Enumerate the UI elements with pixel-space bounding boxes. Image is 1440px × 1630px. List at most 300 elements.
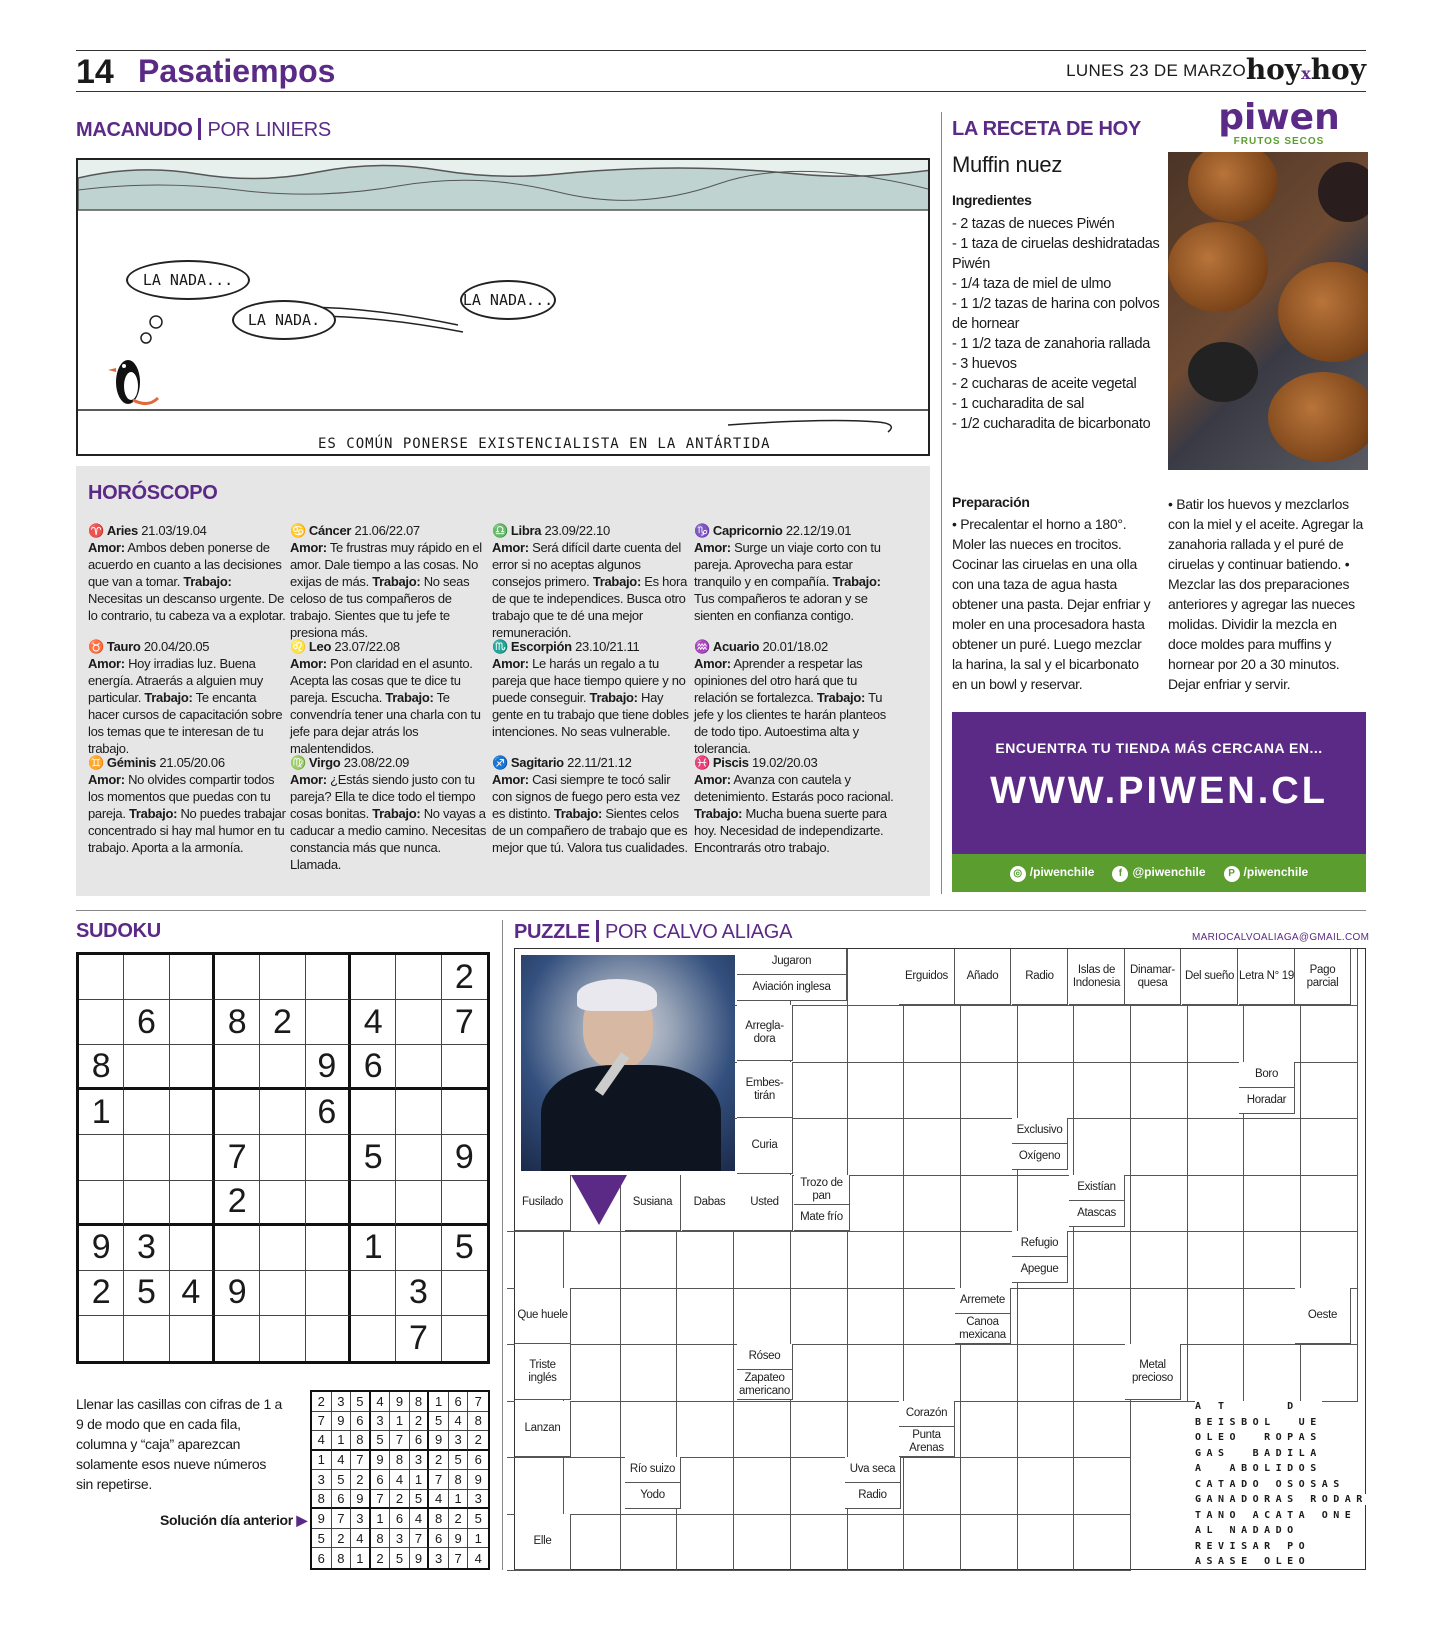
sudoku-cell[interactable] <box>215 955 260 1000</box>
crossword-cell[interactable] <box>904 1175 961 1232</box>
sudoku-cell[interactable]: 6 <box>351 1045 396 1090</box>
crossword-cell[interactable] <box>1187 1345 1244 1402</box>
sudoku-cell[interactable] <box>442 1316 487 1361</box>
clue-radio1: Radio <box>1012 949 1068 1005</box>
solution-cell: 7 <box>371 1490 391 1510</box>
zodiac-icon: ♎ <box>492 523 508 538</box>
sudoku-cell[interactable] <box>306 1135 351 1180</box>
section-title: Pasatiempos <box>138 53 336 89</box>
sudoku-cell[interactable] <box>79 1181 124 1226</box>
sudoku-cell[interactable] <box>124 1316 169 1361</box>
clue-uva: Uva seca <box>845 1457 901 1483</box>
sudoku-cell[interactable]: 8 <box>79 1045 124 1090</box>
sudoku-cell[interactable] <box>396 955 441 1000</box>
sign-dates: 22.11/21.12 <box>567 755 632 770</box>
solution-cell: 4 <box>371 1392 391 1412</box>
clue-exclusivo: Exclusivo <box>1012 1118 1068 1144</box>
clue-curia: Curia <box>737 1118 793 1174</box>
solution-cell: 7 <box>390 1431 410 1451</box>
solution-cell: 9 <box>429 1431 449 1451</box>
sudoku-cell[interactable] <box>124 1135 169 1180</box>
sudoku-cell[interactable]: 6 <box>124 1000 169 1045</box>
sudoku-cell[interactable] <box>396 1045 441 1090</box>
crossword-cell[interactable] <box>1131 1006 1188 1063</box>
sudoku-cell[interactable] <box>396 1181 441 1226</box>
sudoku-cell[interactable] <box>170 1181 215 1226</box>
solution-cell: 6 <box>351 1412 371 1432</box>
sudoku-cell[interactable] <box>170 1226 215 1271</box>
ad-tagline: ENCUENTRA TU TIENDA MÁS CERCANA EN... <box>995 740 1323 756</box>
crossword-cell[interactable] <box>1017 1345 1074 1402</box>
crossword-cell[interactable] <box>904 1345 961 1402</box>
horoscope-sign-cáncer: ♋ Cáncer 21.06/22.07 Amor: Te frustras muy rápido en el amor. Dale tiempo a las cosas. No exijas de más. Trabajo: No seas celoso de tus compañeros de trabajo. Sientes que tu jefe te presiona más. <box>290 523 482 640</box>
solution-cell: 3 <box>371 1412 391 1432</box>
sudoku-cell[interactable] <box>306 1316 351 1361</box>
sudoku-cell[interactable]: 7 <box>215 1135 260 1180</box>
crossword-cell[interactable] <box>904 1288 961 1345</box>
ad-social-bar <box>952 854 1366 892</box>
solution-cell: 7 <box>468 1392 488 1412</box>
sudoku-cell[interactable] <box>351 955 396 1000</box>
sudoku-cell[interactable]: 9 <box>442 1135 487 1180</box>
horoscope-sign-libra: ♎ Libra 23.09/22.10 Amor: Será difícil darte cuenta del error si no aceptas algunos consejos primero. Trabajo: Es hora de que te independices. Busca otro trabajo que te dé una mejor remuneración. <box>492 523 687 640</box>
crossword-cell[interactable] <box>1244 1119 1301 1176</box>
sign-name: Géminis <box>106 755 157 770</box>
crossword-cell[interactable] <box>1074 1514 1131 1571</box>
crossword-cell[interactable] <box>791 1514 848 1571</box>
solution-cell: 8 <box>449 1470 469 1490</box>
sudoku-cell[interactable]: 2 <box>442 955 487 1000</box>
crossword-cell[interactable] <box>961 1006 1018 1063</box>
ingredient-item: - 2 tazas de nueces Piwén <box>952 216 1115 232</box>
crossword-cell[interactable] <box>904 1232 961 1289</box>
sudoku-cell[interactable]: 5 <box>351 1135 396 1180</box>
sudoku-cell[interactable] <box>442 1181 487 1226</box>
crossword-cell[interactable] <box>1187 1119 1244 1176</box>
crossword-cell[interactable] <box>1301 1062 1358 1119</box>
crossword-cell[interactable] <box>1017 1006 1074 1063</box>
crossword-cell[interactable] <box>847 1514 904 1571</box>
crossword-cell[interactable] <box>791 1232 848 1289</box>
crossword-cell[interactable] <box>847 1401 904 1458</box>
crossword-cell[interactable] <box>1074 1288 1131 1345</box>
crossword-cell[interactable] <box>847 1288 904 1345</box>
clue-zapateo: Zapateo americano <box>737 1370 793 1400</box>
sudoku-cell[interactable] <box>170 1000 215 1045</box>
ingredient-item: - 1 1/2 tazas de harina con polvos de hornear <box>952 296 1160 332</box>
crossword-cell[interactable] <box>1017 1175 1074 1232</box>
facebook-icon: f <box>1112 866 1128 882</box>
sudoku-cell[interactable] <box>306 955 351 1000</box>
puzzle-solution-row: A T D <box>1195 1401 1322 1412</box>
sign-dates: 23.10/21.11 <box>575 639 640 654</box>
crossword-cell[interactable] <box>1244 1288 1301 1345</box>
clue-sueno: Del sueño <box>1182 949 1238 1005</box>
sign-dates: 23.09/22.10 <box>544 523 610 538</box>
crossword-cell[interactable] <box>904 1458 961 1515</box>
solution-cell: 1 <box>410 1470 430 1490</box>
crossword-cell[interactable] <box>961 1232 1018 1289</box>
sudoku-cell[interactable] <box>396 1226 441 1271</box>
crossword-cell[interactable] <box>1074 1119 1131 1176</box>
crossword-cell[interactable] <box>961 1345 1018 1402</box>
crossword-cell[interactable] <box>1131 1119 1188 1176</box>
preparation-text-2: • Batir los huevos y mezclarlos con la miel y el aceite. Agregar la zanahoria rallada y el puré de ciruelas y continuar batiendo. • Mezclar las dos preparaciones anteriores y agregar las nueces molidas. Dividir la mezcla en doce moldes para muffins y hornear por 20 a 30 minutos. Dejar enfriar y servir. <box>1168 496 1363 692</box>
sudoku-cell[interactable]: 1 <box>79 1090 124 1135</box>
sudoku-cell[interactable] <box>170 1090 215 1135</box>
sign-name: Cáncer <box>308 523 352 538</box>
solution-cell: 3 <box>410 1451 430 1471</box>
crossword-cell[interactable] <box>620 1345 677 1402</box>
sudoku-cell[interactable] <box>170 1045 215 1090</box>
zodiac-icon: ♑ <box>694 523 710 538</box>
sudoku-cell[interactable] <box>215 1316 260 1361</box>
crossword-cell[interactable] <box>904 1006 961 1063</box>
crossword-cell[interactable] <box>961 1458 1018 1515</box>
solution-cell: 4 <box>332 1451 352 1471</box>
crossword-cell[interactable] <box>1187 1232 1244 1289</box>
sudoku-cell[interactable] <box>260 1045 305 1090</box>
crossword-cell[interactable] <box>791 1345 848 1402</box>
ingredient-item: - 1/4 taza de miel de ulmo <box>952 276 1112 292</box>
clue-riosuizo: Río suizo <box>625 1457 681 1483</box>
crossword-cell[interactable] <box>847 949 904 1006</box>
solution-cell: 3 <box>390 1529 410 1549</box>
ingredient-item: - 3 huevos <box>952 356 1017 372</box>
puzzle-solution-row: GANADORAS RODAR <box>1195 1494 1368 1505</box>
sign-dates: 21.03/19.04 <box>141 523 207 538</box>
crossword-cell[interactable] <box>847 1232 904 1289</box>
sudoku-cell[interactable] <box>442 1271 487 1316</box>
horoscope-sign-tauro: ♉ Tauro 20.04/20.05 Amor: Hoy irradias luz. Buena energía. Atraerás a alguien muy particular. Trabajo: Te encanta hacer cursos de capacitación sobre los temas que te interesan de tu trabajo. <box>88 639 283 756</box>
clue-arregladora: Arregla-dora <box>737 1005 793 1061</box>
crossword-cell[interactable] <box>1131 1232 1188 1289</box>
sudoku-cell[interactable]: 2 <box>260 1000 305 1045</box>
sudoku-cell[interactable] <box>260 1135 305 1180</box>
sudoku-cell[interactable] <box>351 1090 396 1135</box>
crossword-cell[interactable] <box>961 1119 1018 1176</box>
horoscope-sign-leo: ♌ Leo 23.07/22.08 Amor: Pon claridad en el asunto. Acepta las cosas que te dice tu pareja. Escucha. Trabajo: Te convendría tener una charla con tu jefe para dejar atrás los malentendidos. <box>290 639 481 756</box>
sudoku-cell[interactable]: 9 <box>306 1045 351 1090</box>
crossword-cell[interactable] <box>847 1006 904 1063</box>
crossword-cell[interactable] <box>620 1232 677 1289</box>
sudoku-cell[interactable]: 5 <box>442 1226 487 1271</box>
sudoku-cell[interactable] <box>124 1181 169 1226</box>
solution-cell: 7 <box>312 1412 332 1432</box>
solution-cell: 1 <box>390 1412 410 1432</box>
instagram-icon: ◎ <box>1010 866 1026 882</box>
crossword-cell[interactable] <box>847 1119 904 1176</box>
sudoku-cell[interactable] <box>124 1090 169 1135</box>
crossword-cell[interactable] <box>620 1288 677 1345</box>
crossword-cell[interactable] <box>1187 1175 1244 1232</box>
sudoku-grid[interactable] <box>76 952 490 1364</box>
solution-cell: 3 <box>351 1509 371 1529</box>
author-email: MARIOCALVOALIAGA@GMAIL.COM <box>1192 932 1370 943</box>
ingredient-item: - 1 taza de ciruelas deshidratadas Piwén <box>952 236 1160 272</box>
puzzle-solution-row: GAS BADILA <box>1195 1447 1322 1459</box>
ad-url: WWW.PIWEN.CL <box>990 770 1328 812</box>
sudoku-cell[interactable] <box>79 955 124 1000</box>
crossword-cell[interactable] <box>1187 1288 1244 1345</box>
zodiac-icon: ♐ <box>492 755 508 770</box>
crossword-cell[interactable] <box>1187 1062 1244 1119</box>
crossword-cell[interactable] <box>791 1006 848 1063</box>
solution-cell: 5 <box>371 1431 391 1451</box>
clue-dinamarquesa: Dinamar-quesa <box>1125 949 1181 1005</box>
crossword-cell[interactable] <box>1131 1288 1188 1345</box>
sudoku-heading: SUDOKU <box>76 920 161 942</box>
sudoku-cell[interactable] <box>170 1316 215 1361</box>
sudoku-cell[interactable] <box>215 1090 260 1135</box>
puzzle-solution-row: BEISBOL UE <box>1195 1416 1322 1428</box>
crossword-grid[interactable] <box>514 948 1366 1570</box>
crossword-cell[interactable] <box>1301 1119 1358 1176</box>
sudoku-cell[interactable]: 2 <box>215 1181 260 1226</box>
crossword-cell[interactable] <box>1187 1006 1244 1063</box>
sudoku-cell[interactable] <box>442 1045 487 1090</box>
crossword-cell[interactable] <box>961 1401 1018 1458</box>
sudoku-cell[interactable]: 3 <box>124 1226 169 1271</box>
sudoku-cell[interactable] <box>215 1045 260 1090</box>
crossword-cell[interactable] <box>904 1119 961 1176</box>
solution-cell: 8 <box>371 1529 391 1549</box>
crossword-cell[interactable] <box>904 1062 961 1119</box>
solution-cell: 9 <box>371 1451 391 1471</box>
sudoku-cell[interactable]: 5 <box>124 1271 169 1316</box>
crossword-cell[interactable] <box>961 1175 1018 1232</box>
crossword-cell[interactable] <box>791 1458 848 1515</box>
clue-mate: Mate frío <box>794 1205 850 1231</box>
ingredients-heading: Ingredientes <box>952 192 1032 208</box>
sudoku-cell[interactable] <box>442 1090 487 1135</box>
sudoku-cell[interactable]: 4 <box>170 1271 215 1316</box>
sudoku-cell[interactable] <box>351 1316 396 1361</box>
solution-cell: 4 <box>410 1509 430 1529</box>
sign-name: Leo <box>308 639 332 654</box>
clue-letra: Letra N° 19 <box>1239 949 1295 1005</box>
crossword-cell[interactable] <box>1017 1401 1074 1458</box>
page-number: 14 <box>76 53 114 91</box>
newspaper-logo: hoyxhoy <box>1245 53 1366 86</box>
sudoku-cell[interactable] <box>351 1271 396 1316</box>
clue-existian: Existían <box>1069 1175 1125 1201</box>
sudoku-cell[interactable] <box>79 1000 124 1045</box>
solution-cell: 6 <box>332 1490 352 1510</box>
solution-cell: 2 <box>390 1490 410 1510</box>
crossword-cell[interactable] <box>677 1401 734 1458</box>
solution-cell: 2 <box>371 1548 391 1568</box>
sudoku-cell[interactable]: 9 <box>79 1226 124 1271</box>
crossword-cell[interactable] <box>1074 1006 1131 1063</box>
sudoku-cell[interactable] <box>124 955 169 1000</box>
crossword-cell[interactable] <box>734 1514 791 1571</box>
crossword-cell[interactable] <box>791 1062 848 1119</box>
zodiac-icon: ♏ <box>492 639 508 654</box>
crossword-cell[interactable] <box>847 1062 904 1119</box>
sudoku-cell[interactable] <box>260 1181 305 1226</box>
crossword-cell[interactable] <box>507 1458 564 1515</box>
preparation-text-1: • Precalentar el horno a 180°. Moler las nueces en trocitos. Cocinar las ciruelas en una olla con una taza de agua hasta obtener una pasta. Dejar enfriar y moler en una procesadora hasta obtener un puré. Luego mezclar la harina, la sal y el bicarbonato en un bowl y reservar. <box>952 516 1151 692</box>
zodiac-icon: ♒ <box>694 639 710 654</box>
crossword-cell[interactable] <box>1301 1345 1358 1402</box>
crossword-cell[interactable] <box>1074 1401 1131 1458</box>
piwen-logo: piwen FRUTOS SECOS <box>1218 97 1340 147</box>
crossword-cell[interactable] <box>847 1175 904 1232</box>
clue-refugio: Refugio <box>1012 1231 1068 1257</box>
crossword-cell[interactable] <box>1074 1458 1131 1515</box>
crossword-cell[interactable] <box>677 1288 734 1345</box>
sign-dates: 21.05/20.06 <box>159 755 225 770</box>
recipe-name: Muffin nuez <box>952 152 1063 177</box>
sudoku-cell[interactable]: 7 <box>442 1000 487 1045</box>
crossword-cell[interactable] <box>1074 1345 1131 1402</box>
clue-usted: Usted <box>737 1175 793 1231</box>
crossword-cell[interactable] <box>961 1062 1018 1119</box>
solution-cell: 5 <box>468 1509 488 1529</box>
sudoku-cell[interactable] <box>351 1181 396 1226</box>
sudoku-cell[interactable] <box>124 1045 169 1090</box>
ingredient-item: - 2 cucharas de aceite vegetal <box>952 376 1137 392</box>
sudoku-cell[interactable]: 8 <box>215 1000 260 1045</box>
sudoku-cell[interactable] <box>260 1226 305 1271</box>
crossword-cell[interactable] <box>507 1232 564 1289</box>
sudoku-cell[interactable]: 3 <box>396 1271 441 1316</box>
sudoku-cell[interactable]: 2 <box>79 1271 124 1316</box>
sudoku-cell[interactable] <box>396 1000 441 1045</box>
sudoku-cell[interactable] <box>396 1135 441 1180</box>
crossword-cell[interactable] <box>677 1345 734 1402</box>
solution-cell: 5 <box>332 1470 352 1490</box>
horoscope-sign-piscis: ♓ Piscis 19.02/20.03 Amor: Avanza con cautela y detenimiento. Estarás poco racional. Trabajo: Mucha buena suerte para hoy. Necesidad de independizarte. Encontrarás otro trabajo. <box>694 755 894 855</box>
sudoku-cell[interactable] <box>260 1090 305 1135</box>
crossword-cell[interactable] <box>791 1288 848 1345</box>
clue-dabas: Dabas <box>682 1175 738 1231</box>
sudoku-cell[interactable]: 9 <box>215 1271 260 1316</box>
sudoku-cell[interactable]: 1 <box>351 1226 396 1271</box>
sudoku-cell[interactable] <box>260 1271 305 1316</box>
puzzle-solution-row: A ABOLIDOS <box>1195 1463 1322 1474</box>
crossword-cell[interactable] <box>1244 1232 1301 1289</box>
crossword-cell[interactable] <box>620 1401 677 1458</box>
solution-cell: 6 <box>429 1529 449 1549</box>
crossword-cell[interactable] <box>734 1288 791 1345</box>
sudoku-cell[interactable] <box>79 1316 124 1361</box>
solution-cell: 4 <box>312 1431 332 1451</box>
sudoku-cell[interactable] <box>260 1316 305 1361</box>
crossword-cell[interactable] <box>1017 1514 1074 1571</box>
crossword-cell[interactable] <box>791 1401 848 1458</box>
sign-dates: 23.08/22.09 <box>343 755 410 770</box>
sudoku-cell[interactable]: 4 <box>351 1000 396 1045</box>
solution-cell: 1 <box>312 1451 332 1471</box>
crossword-cell[interactable] <box>791 1119 848 1176</box>
crossword-cell[interactable] <box>564 1345 621 1402</box>
crossword-cell[interactable] <box>564 1458 621 1515</box>
sudoku-cell[interactable] <box>306 1000 351 1045</box>
crossword-cell[interactable] <box>677 1232 734 1289</box>
solution-cell: 9 <box>410 1548 430 1568</box>
crossword-cell[interactable] <box>847 1345 904 1402</box>
crossword-cell[interactable] <box>1301 1006 1358 1063</box>
crossword-cell[interactable] <box>1131 1062 1188 1119</box>
solution-cell: 1 <box>449 1490 469 1510</box>
crossword-cell[interactable] <box>620 1514 677 1571</box>
solution-cell: 7 <box>429 1470 449 1490</box>
sudoku-cell[interactable] <box>215 1226 260 1271</box>
solution-cell: 5 <box>312 1529 332 1549</box>
crossword-cell[interactable] <box>734 1232 791 1289</box>
solution-cell: 6 <box>390 1509 410 1529</box>
crossword-cell[interactable] <box>1244 1006 1301 1063</box>
sudoku-cell[interactable] <box>260 955 305 1000</box>
solution-cell: 6 <box>371 1470 391 1490</box>
crossword-cell[interactable] <box>734 1458 791 1515</box>
solution-cell: 6 <box>312 1548 332 1568</box>
solution-cell: 2 <box>449 1509 469 1529</box>
sudoku-cell[interactable]: 7 <box>396 1316 441 1361</box>
crossword-cell[interactable] <box>1074 1062 1131 1119</box>
crossword-cell[interactable] <box>1244 1175 1301 1232</box>
crossword-cell[interactable] <box>1301 1175 1358 1232</box>
clue-pago: Pago parcial <box>1295 949 1351 1005</box>
sudoku-cell[interactable] <box>170 955 215 1000</box>
solution-cell: 3 <box>429 1548 449 1568</box>
crossword-cell[interactable] <box>904 1514 961 1571</box>
crossword-cell[interactable] <box>677 1514 734 1571</box>
sudoku-cell[interactable] <box>306 1271 351 1316</box>
crossword-cell[interactable] <box>564 1401 621 1458</box>
crossword-cell[interactable] <box>564 1514 621 1571</box>
horoscope-sign-sagitario: ♐ Sagitario 22.11/21.12 Amor: Casi siempre te tocó salir con signos de fuego pero esta vez es distinto. Trabajo: Sientes celos de un compañero de trabajo que es mejor que tú. Valora tus cualidades. <box>492 755 688 855</box>
crossword-cell[interactable] <box>734 1401 791 1458</box>
crossword-cell[interactable] <box>1301 1232 1358 1289</box>
clue-aviacion: Aviación inglesa <box>737 975 847 1001</box>
sudoku-cell[interactable] <box>306 1226 351 1271</box>
crossword-cell[interactable] <box>1017 1288 1074 1345</box>
zodiac-icon: ♈ <box>88 523 104 538</box>
solution-cell: 7 <box>410 1529 430 1549</box>
crossword-cell[interactable] <box>1017 1458 1074 1515</box>
solution-cell: 6 <box>410 1431 430 1451</box>
crossword-cell[interactable] <box>1017 1062 1074 1119</box>
clue-elle: Elle <box>515 1514 571 1570</box>
crossword-cell[interactable] <box>1244 1345 1301 1402</box>
clue-radio2: Radio <box>845 1483 901 1509</box>
crossword-cell[interactable] <box>564 1232 621 1289</box>
crossword-cell[interactable] <box>961 1514 1018 1571</box>
solution-cell: 6 <box>468 1451 488 1471</box>
crossword-cell[interactable] <box>1131 1175 1188 1232</box>
solution-cell: 2 <box>410 1412 430 1432</box>
thought-bubble-3: LA NADA... <box>460 280 556 320</box>
solution-cell: 4 <box>429 1490 449 1510</box>
ingredient-item: - 1/2 cucharadita de bicarbonato <box>952 416 1151 432</box>
sudoku-cell[interactable] <box>79 1135 124 1180</box>
sign-name: Virgo <box>308 755 341 770</box>
sudoku-cell[interactable] <box>170 1135 215 1180</box>
sudoku-cell[interactable] <box>396 1090 441 1135</box>
sudoku-cell[interactable]: 6 <box>306 1090 351 1135</box>
sudoku-cell[interactable] <box>306 1181 351 1226</box>
crossword-cell[interactable] <box>677 1458 734 1515</box>
horoscope-sign-escorpión: ♏ Escorpión 23.10/21.11 Amor: Le harás un regalo a tu pareja que hace tiempo quiere y no puede conseguir. Trabajo: Hay gente en tu trabajo que tiene dobles intenciones. No seas vulnerable. <box>492 639 689 739</box>
solution-cell: 2 <box>332 1529 352 1549</box>
crossword-cell[interactable] <box>564 1288 621 1345</box>
crossword-cell[interactable] <box>1074 1232 1131 1289</box>
horoscope-sign-capricornio: ♑ Capricornio 22.12/19.01 Amor: Surge un viaje corto con tu pareja. Aprovecha para estar tranquilo y en compañía. Trabajo: Tus compañeros te adoran y se sienten en confianza contigo. <box>694 523 881 623</box>
solution-cell: 2 <box>468 1431 488 1451</box>
